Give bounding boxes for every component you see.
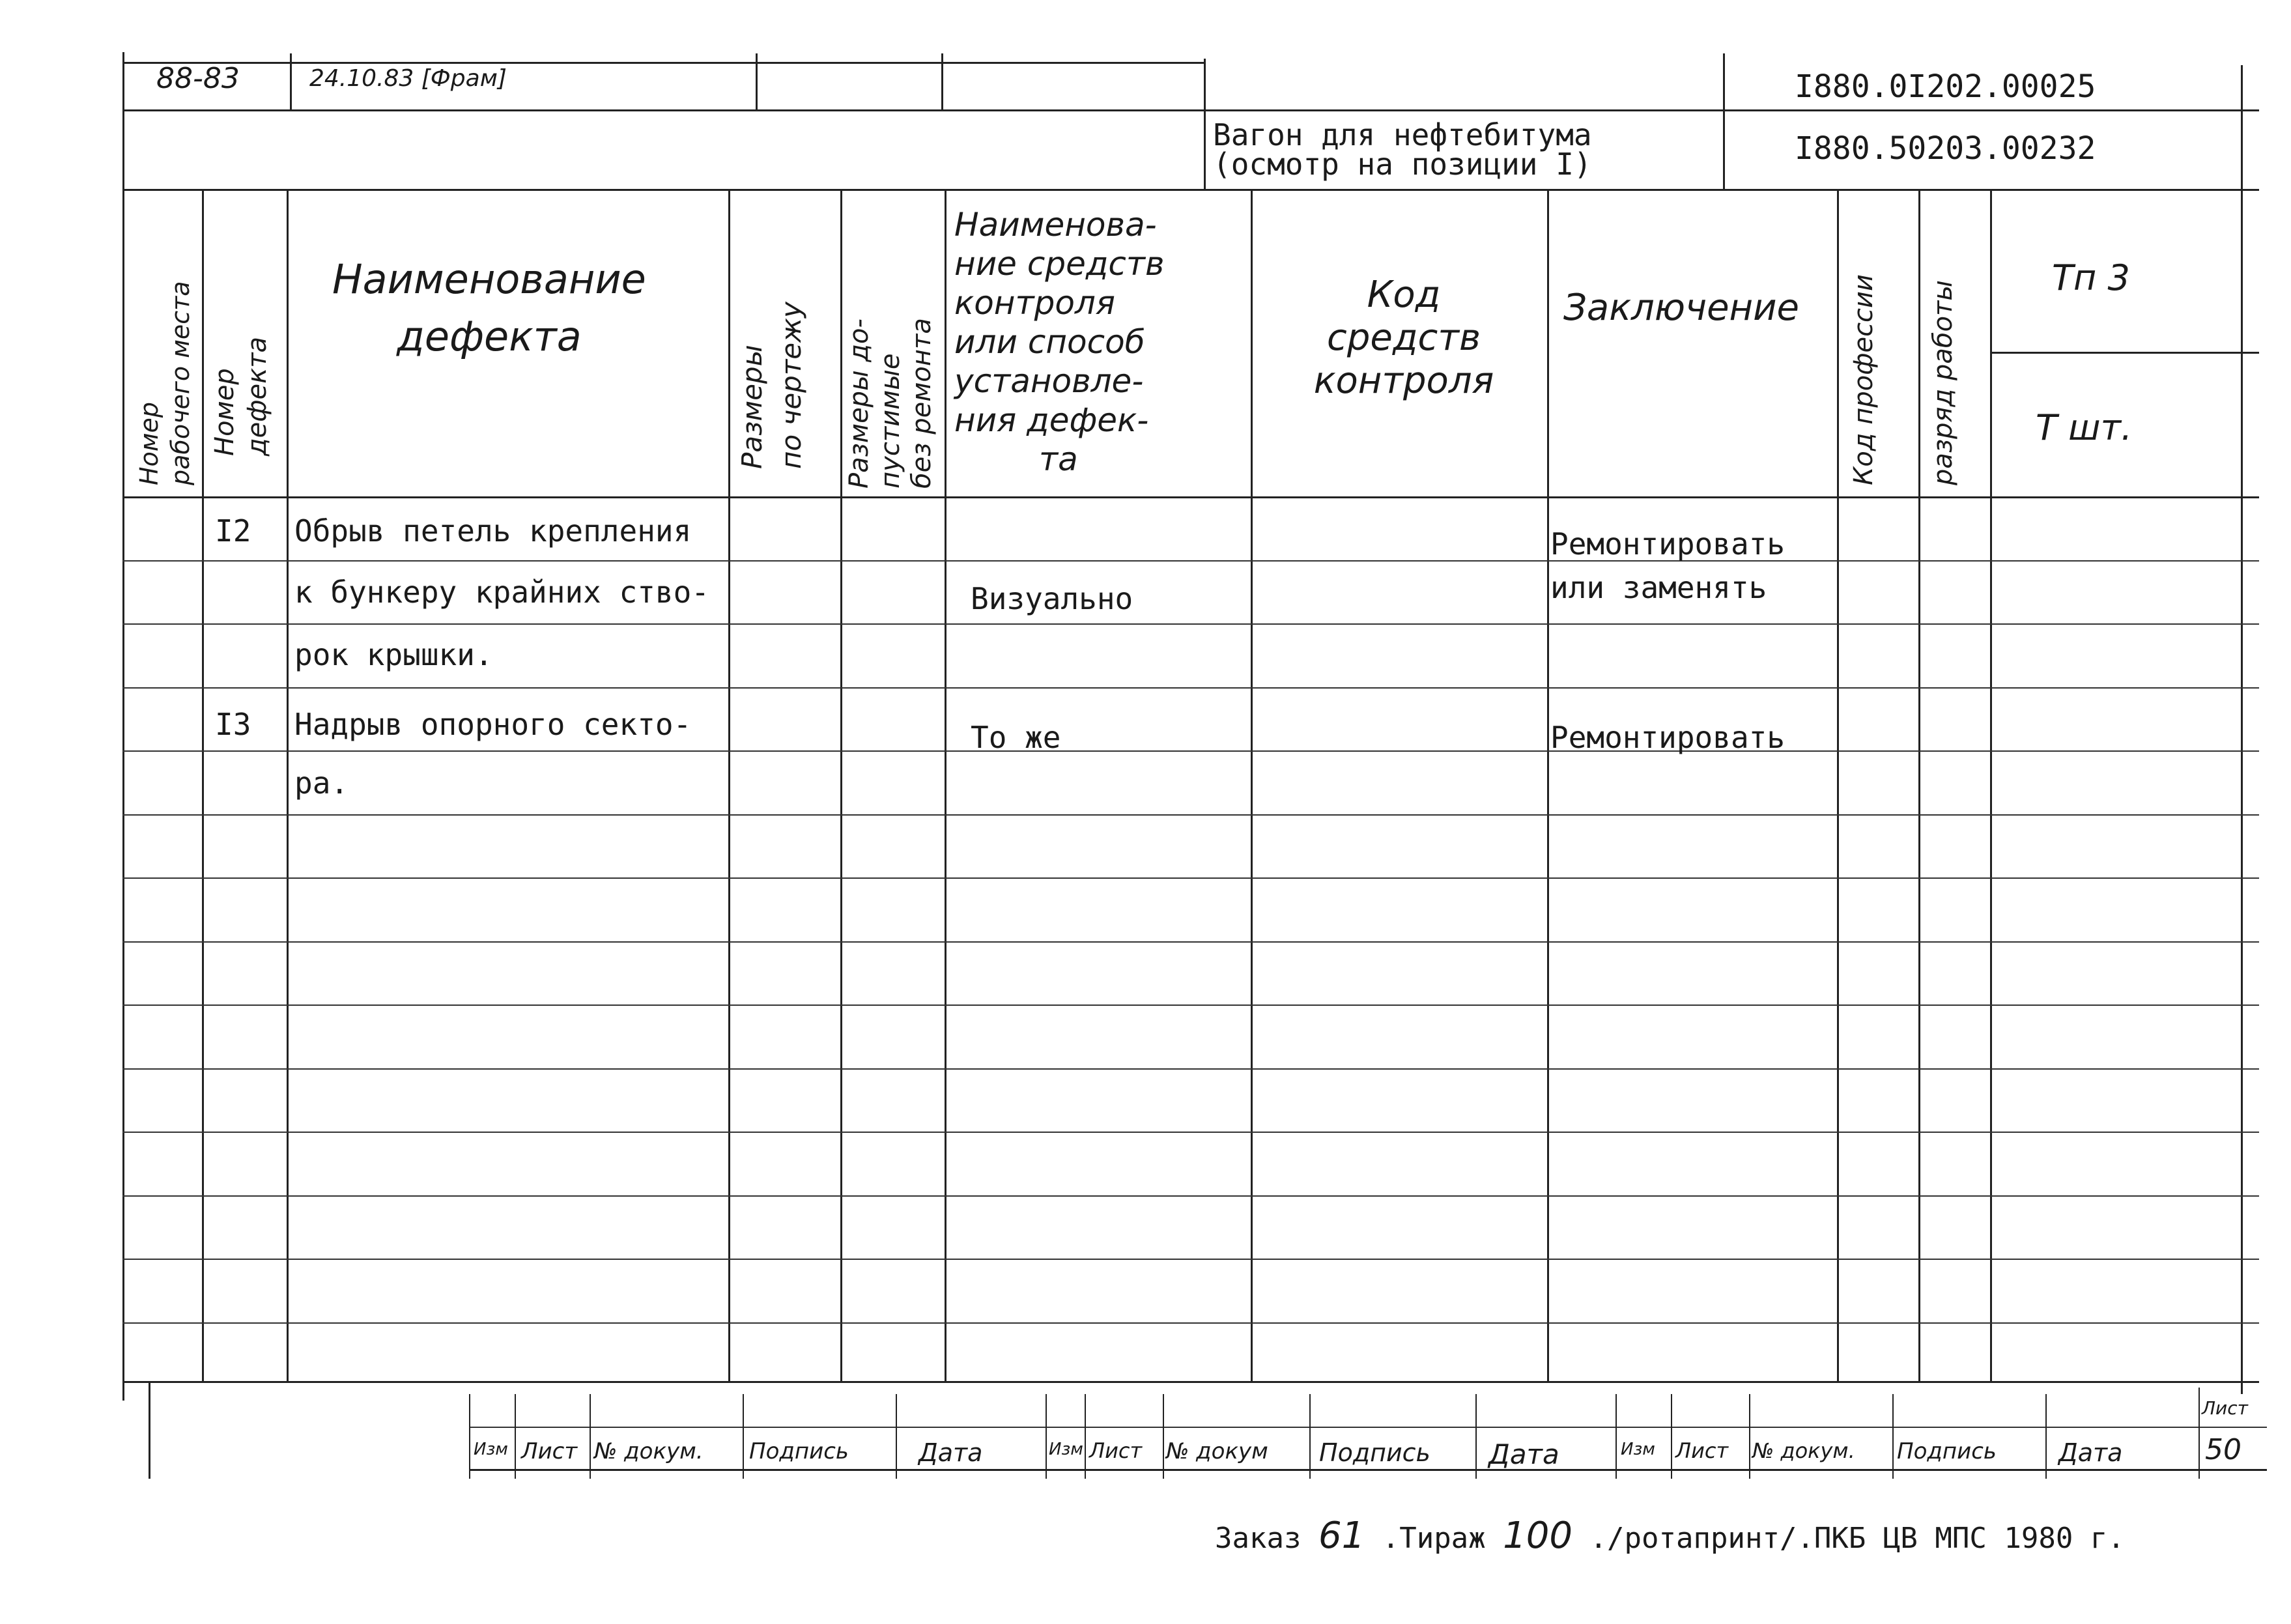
footer-label: № докум. — [1752, 1438, 1855, 1463]
footer-label: Дата — [918, 1438, 983, 1467]
footer-label: Изм — [1621, 1440, 1655, 1459]
header-control-code: Код средств контроля — [1313, 274, 1494, 402]
header-drawing-size: Размеры по чертежу — [736, 302, 807, 469]
conclusion: Ремонтировать — [1550, 720, 1786, 755]
defect-name: к бункеру крайних ство- — [294, 575, 709, 610]
footer-label: Лист — [1089, 1438, 1143, 1463]
footer-label: Изм — [474, 1440, 508, 1459]
stamp-date-signature: 24.10.83 [Фрам] — [309, 65, 507, 92]
defect-name: ра. — [294, 765, 349, 801]
header-work-grade: разряд работы — [1928, 280, 1958, 485]
conclusion: Ремонтировать — [1550, 526, 1786, 562]
defect-name: Надрыв опорного секто- — [294, 707, 692, 742]
print-info: Заказ 61 .Тираж 100 ./ротапринт/.ПКБ ЦВ МПС 1980 г. — [1215, 1515, 2125, 1557]
copies-number: 100 — [1503, 1515, 1573, 1557]
header-tp3: Тп 3 — [2052, 257, 2130, 298]
header-allowed-size: Размеры до- пустимые без ремонта — [844, 318, 937, 489]
document-title-line1: Вагон для нефтебитума — [1213, 117, 1592, 152]
order-number: 61 — [1318, 1515, 1365, 1557]
control-method: Визуально — [971, 581, 1133, 616]
footer-label: Изм — [1049, 1440, 1083, 1459]
header-profession-code: Код профессии — [1849, 274, 1879, 485]
header-defect-name: Наименование дефекта — [332, 255, 646, 360]
conclusion: или заменять — [1550, 570, 1767, 605]
footer-label: Лист — [521, 1438, 578, 1464]
defect-name: рок крышки. — [294, 637, 493, 672]
footer-label: Подпись — [749, 1438, 849, 1464]
header-workplace-number: Номер рабочего места — [135, 281, 195, 485]
footer-label: Подпись — [1319, 1438, 1430, 1467]
defect-number: I3 — [215, 707, 251, 742]
control-method: То же — [971, 720, 1061, 755]
defect-name: Обрыв петель крепления — [294, 513, 692, 548]
header-tsht: Т шт. — [2036, 407, 2133, 448]
document-code-bottom: I880.50203.00232 — [1795, 130, 2096, 167]
sheet-number: 50 — [2205, 1433, 2241, 1466]
defect-number: I2 — [215, 513, 251, 548]
footer-label: Дата — [1488, 1438, 1559, 1470]
footer-label: Лист — [1675, 1438, 1729, 1463]
stamp-number: 88-83 — [156, 62, 240, 95]
document-title-line2: (осмотр на позиции I) — [1213, 147, 1592, 182]
footer-label: № докум. — [594, 1438, 704, 1464]
footer-label: Подпись — [1897, 1438, 1997, 1464]
document-code-top: I880.0I202.00025 — [1795, 68, 2096, 105]
header-conclusion: Заключение — [1563, 287, 1799, 329]
header-control-means: Наименова- ние средств контроля или способ установле- ния дефек- та — [954, 206, 1165, 478]
footer-label: № докум — [1166, 1438, 1268, 1464]
sheet-label: Лист — [2202, 1397, 2248, 1419]
footer-label: Дата — [2058, 1438, 2123, 1467]
header-defect-number: Номер дефекта — [210, 336, 272, 456]
